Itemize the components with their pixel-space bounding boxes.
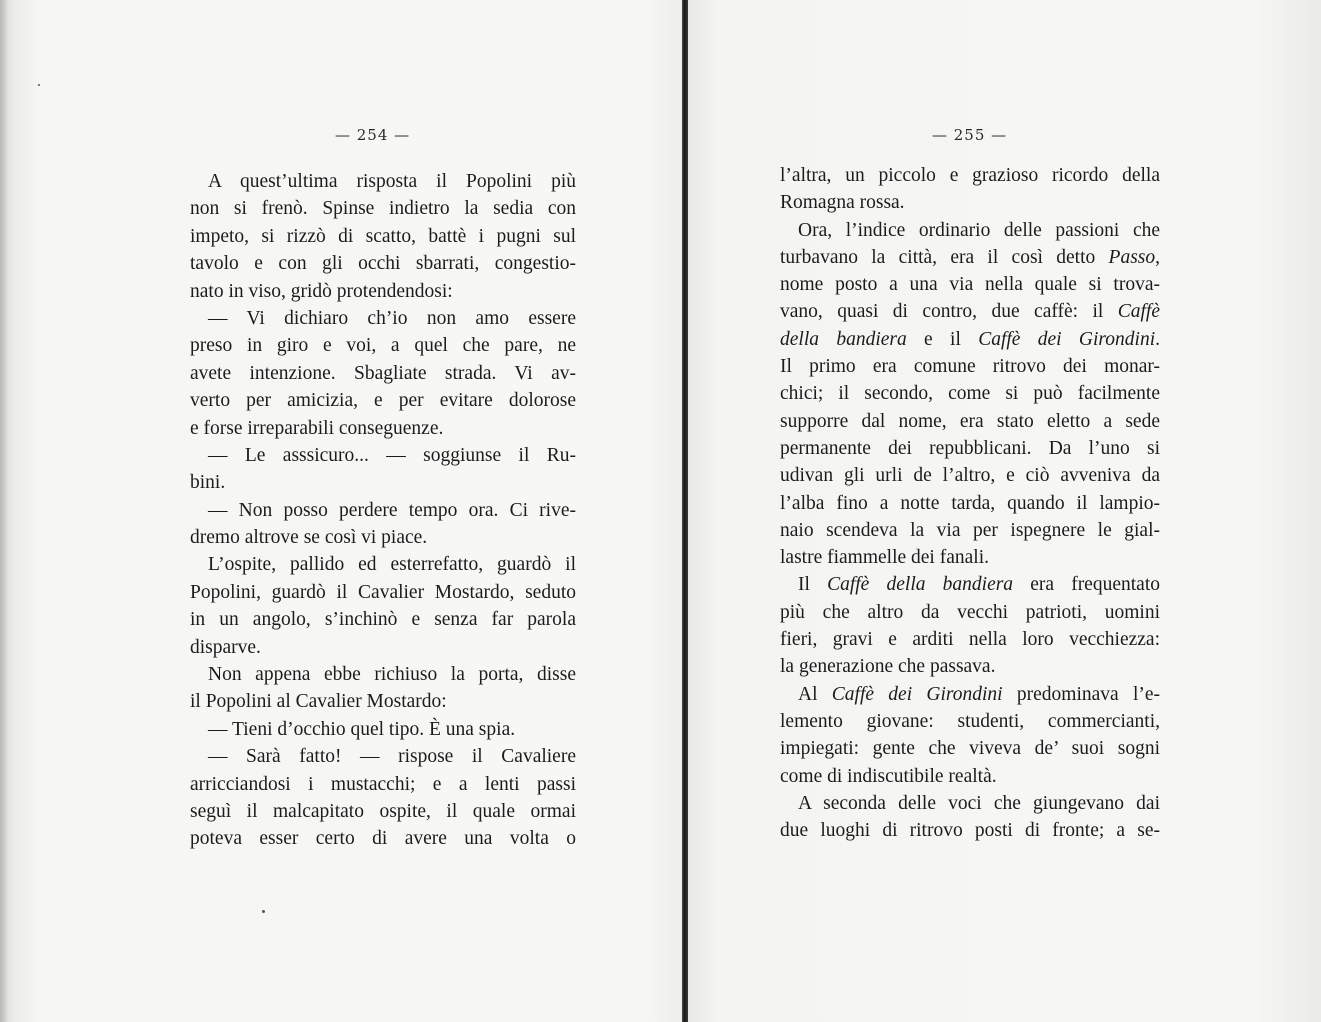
text-line: A seconda delle voci che giungevano dai (798, 792, 1160, 814)
text-line: Il primo era comune ritrovo dei monar- (780, 356, 1160, 378)
text-line: chici; il secondo, come si può facilmente (780, 383, 1160, 405)
page-number-left: — 254 — (335, 126, 411, 144)
text-line: nome posto a una via nella quale si trova- (780, 274, 1160, 296)
ink-speck (38, 84, 40, 86)
italic-phrase: Caffè (1117, 301, 1160, 323)
text-line: lemento giovane: studenti, commercianti, (780, 710, 1160, 732)
text-line: tavolo e con gli occhi sbarrati, congestio- (190, 253, 576, 275)
text-line: verto per amicizia, e per evitare dolorose (190, 390, 576, 412)
ink-speck (262, 910, 265, 913)
text-line: l’alba fino a notte tarda, quando il lampio- (780, 492, 1160, 514)
text-line: il Popolini al Cavalier Mostardo: (190, 691, 447, 713)
right-page-text (780, 162, 1160, 844)
text-line: preso in giro e voi, a quel che pare, ne (190, 335, 576, 357)
text-line: più che altro da vecchi patrioti, uomini (780, 601, 1160, 623)
italic-phrase: Caffè dei Girondini (978, 328, 1156, 350)
text-line: turbavano la città, era il così detto Passo, (780, 246, 1160, 268)
text-line: — Sarà fatto! — rispose il Cavaliere (208, 746, 576, 768)
text-line: impeto, si rizzò di scatto, battè i pugni sul (190, 225, 576, 247)
text-line: — Tieni d’occhio quel tipo. È una spia. (208, 718, 516, 740)
text-line: nato in viso, gridò protendendosi: (190, 280, 453, 302)
text-line: due luoghi di ritrovo posti di fronte; a se- (780, 820, 1160, 842)
italic-phrase: della bandiera (780, 328, 907, 350)
italic-phrase: Caffè dei Girondini (831, 683, 1003, 705)
italic-phrase: Caffè della bandiera (827, 574, 1014, 596)
text-line: — Le asssicuro... — soggiunse il Ru- (208, 444, 576, 466)
text-line: come di indiscutibile realtà. (780, 765, 997, 787)
page-number-right: — 255 — (932, 126, 1008, 144)
text-line: A quest’ultima risposta il Popolini più (208, 171, 576, 192)
text-line: Ora, l’indice ordinario delle passioni che (798, 219, 1160, 241)
left-page-text (190, 168, 576, 853)
page-edge-shadow (0, 0, 8, 1022)
text-line: — Non posso perdere tempo ora. Ci rive- (208, 499, 576, 521)
text-line: vano, quasi di contro, due caffè: il Caffè (780, 301, 1160, 323)
text-line: fieri, gravi e arditi nella loro vecchiezza: (780, 629, 1160, 651)
text-line: supporre dal nome, era stato eletto a sede (780, 410, 1160, 432)
text-line: seguì il malcapitato ospite, il quale ormai (190, 800, 576, 822)
text-line: in un angolo, s’inchinò e senza far parola (190, 609, 576, 631)
text-line: disparve. (190, 636, 261, 658)
text-line: permanente dei repubblicani. Da l’uno si (780, 437, 1160, 459)
text-line: e forse irreparabili conseguenze. (190, 417, 444, 439)
text-line: naio scendeva la via per ispegnere le gial- (780, 519, 1160, 541)
text-line: bini. (190, 472, 226, 494)
text-line: Non appena ebbe richiuso la porta, disse (208, 664, 576, 686)
text-line: lastre fiammelle dei fanali. (780, 547, 989, 569)
text-line: Il Caffè della bandiera era frequentato (798, 574, 1160, 596)
text-line: avete intenzione. Sbagliate strada. Vi av- (190, 362, 576, 384)
text-line: Romagna rossa. (780, 192, 905, 214)
text-line: impiegati: gente che viveva de’ suoi sogni (780, 738, 1160, 760)
text-line: non si frenò. Spinse indietro la sedia con (190, 198, 576, 220)
italic-phrase: Passo (1108, 246, 1156, 268)
text-line: dremo altrove se così vi piace. (190, 527, 428, 549)
text-line: — Vi dichiaro ch’io non amo essere (208, 307, 576, 329)
text-line: la generazione che passava. (780, 656, 996, 678)
text-line: udivan gli urli de l’altro, e ciò avveniva da (780, 465, 1160, 487)
text-line: Popolini, guardò il Cavalier Mostardo, seduto (190, 581, 576, 603)
text-line: poteva esser certo di avere una volta o (190, 828, 576, 850)
right-page (688, 0, 1321, 1022)
text-line: della bandiera e il Caffè dei Girondini. (780, 328, 1160, 350)
text-line: Al Caffè dei Girondini predominava l’e- (798, 683, 1161, 705)
text-line: L’ospite, pallido ed esterrefatto, guardò il (208, 554, 576, 576)
text-line: arricciandosi i mustacchi; e a lenti passi (190, 773, 576, 795)
text-line: l’altra, un piccolo e grazioso ricordo della (780, 165, 1160, 186)
